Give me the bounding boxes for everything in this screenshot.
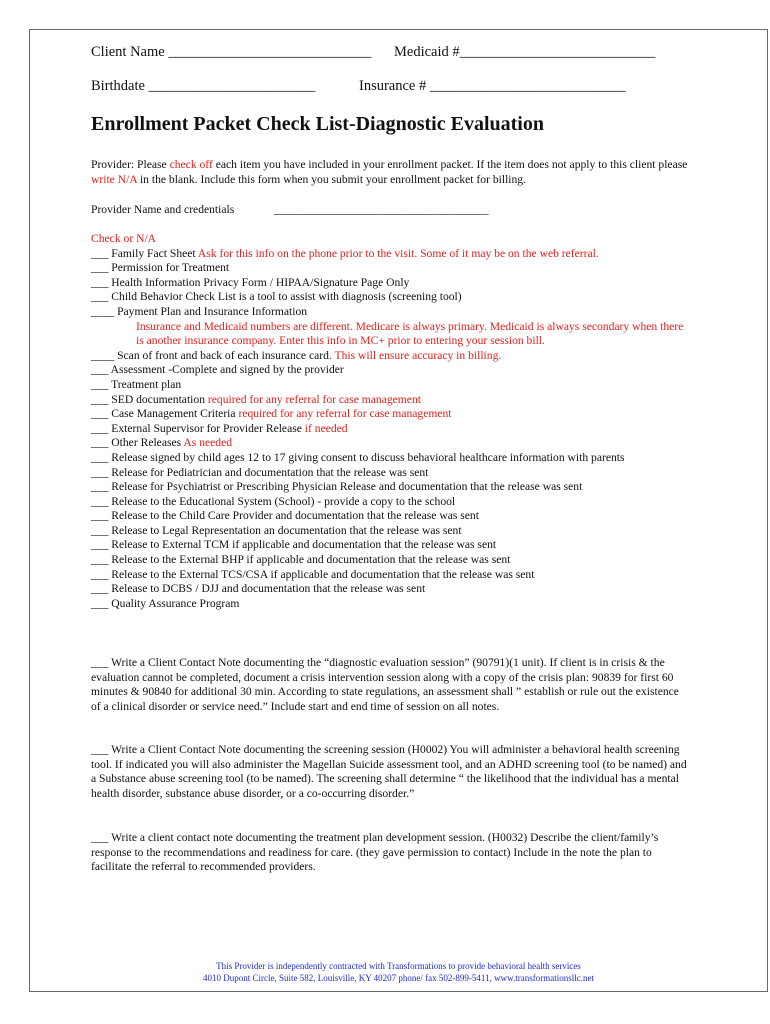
- checklist-item-text: ___ Quality Assurance Program: [91, 596, 240, 610]
- checklist-item-note: required for any referral for case management: [238, 407, 452, 421]
- checklist-item: [91, 524, 691, 539]
- provider-name-row: [91, 203, 731, 218]
- checklist-item-text: ___ Release signed by child ages 12 to 17 giving consent to discuss behavioral healthcare information with parents: [91, 450, 625, 464]
- checklist-item: [91, 378, 691, 393]
- note-paragraph-3: ___ Write a client contact note documenting the treatment plan development session. (H0032) Describe the client/family’s response to the recommendations and readiness for care. (they gave permission to contact) Include in the note the plan to facilitate the referral to recommended providers.: [91, 831, 659, 874]
- note-paragraph-1: ___ Write a Client Contact Note documenting the “diagnostic evaluation session” (90791)(1 unit). If client is in crisis & the evaluation cannot be completed, document a crisis intervention session along with a copy of the crisis plan: 90839 for first 60 minutes & 90840 for additional 30 min. According to state regulations, an assessment shall ” establish or rule out the existence of a clinical disorder or service need.” Include start and end time of session on all notes.: [91, 656, 679, 713]
- checklist-item-text: ___ Release for Psychiatrist or Prescribing Physician Release and documentation that the release was sent: [91, 480, 583, 494]
- checklist-item: [91, 305, 691, 320]
- checklist-item: [91, 451, 691, 466]
- footer-line-1: This Provider is independently contracted with Transformations to provide behavioral health services: [216, 961, 581, 971]
- checklist-item: [91, 509, 691, 524]
- checklist-item: [91, 393, 691, 408]
- checklist-item-note: As needed: [183, 436, 233, 450]
- intro-text-2: each item you have included in your enrollment packet. If the item does not apply to this client please: [212, 158, 688, 171]
- checklist-item-note: . This will ensure accuracy in billing.: [328, 348, 502, 362]
- checklist-item: [91, 538, 691, 553]
- checklist-item-text: ____ Scan of front and back of each insurance card: [91, 348, 329, 362]
- checklist-item: [91, 466, 691, 481]
- checklist-item: [91, 349, 691, 364]
- document-title: Enrollment Packet Check List-Diagnostic Evaluation: [91, 113, 544, 135]
- checklist-item: [91, 276, 691, 291]
- checklist-item: [91, 568, 691, 583]
- checklist-item-text: ___ Assessment -Complete and signed by the provider: [91, 363, 344, 377]
- intro-text-1: Provider: Please: [91, 158, 170, 171]
- checklist-item-text: ___ Release to External TCM if applicable and documentation that the release was sent: [91, 538, 497, 552]
- checklist-item-text: ___ Permission for Treatment: [91, 261, 230, 275]
- checklist-item-text: ___ Other Releases: [91, 436, 184, 450]
- intro-write-na: write N/A: [91, 172, 138, 186]
- checklist-item: [91, 261, 691, 276]
- checklist-item-note: required for any referral for case management: [207, 392, 421, 406]
- checklist-item-note: if needed: [304, 421, 348, 435]
- checklist-item: [91, 436, 691, 451]
- provider-name-blank: _____________________________________: [274, 203, 489, 216]
- checklist-item-text: ____ Payment Plan and Insurance Information: [91, 304, 308, 318]
- checklist-item: [91, 597, 691, 612]
- checklist-item: [91, 582, 691, 597]
- checklist-item-text: ___ Release for Pediatrician and documentation that the release was sent: [91, 465, 429, 479]
- footer: [29, 960, 768, 984]
- birthdate-field: Birthdate _______________________: [91, 78, 316, 94]
- checklist-item: [91, 290, 691, 305]
- checklist-item: [91, 363, 691, 378]
- checklist-item: [91, 247, 691, 262]
- intro-check-off: check off: [169, 158, 213, 171]
- checklist-item-text: ___ Release to the Educational System (School) - provide a copy to the school: [91, 494, 456, 508]
- checklist-item-text: ___ Treatment plan: [91, 377, 182, 391]
- note-paragraph-2: ___ Write a Client Contact Note documenting the screening session (H0002) You will administer a behavioral health screening tool. If indicated you will also administer the Magellan Suicide assessment tool, and an ADHD screening tool (to be named) and a Substance abuse screening tool (to be named). The screening shall determine “ the likelihood that the individual has a mental health disorder, substance abuse disorder, or a co-occurring disorder.”: [91, 743, 687, 800]
- checklist-item-text: ___ Release to DCBS / DJJ and documentation that the release was sent: [91, 582, 426, 596]
- payment-note: Insurance and Medicaid numbers are different. Medicare is always primary. Medicaid is always secondary when there is another insurance company. Enter this info in MC+ prior to entering your session bill.: [136, 319, 684, 348]
- checklist-item: [91, 480, 691, 495]
- check-heading: Check or N/A: [91, 232, 157, 245]
- footer-line-2: 4010 Dupont Circle, Suite 582, Louisville, KY 40207 phone/ fax 502-899-5411, www.transformationsllc.net: [203, 973, 594, 983]
- checklist-item-text: ___ Release to the External TCS/CSA if applicable and documentation that the release was sent: [91, 567, 535, 581]
- provider-name-label: Provider Name and credentials: [91, 203, 235, 216]
- intro-text-3: in the blank. Include this form when you submit your enrollment packet for billing.: [137, 172, 527, 186]
- checklist-item: [91, 407, 691, 422]
- checklist-item-text: ___ Release to Legal Representation an documentation that the release was sent: [91, 523, 462, 537]
- checklist-item-text: ___ Release to the External BHP if applicable and documentation that the release was sent: [91, 553, 511, 567]
- checklist-item-text: ___ Family Fact Sheet: [91, 246, 198, 260]
- medicaid-field: Medicaid #___________________________: [394, 44, 656, 60]
- checklist-item: [91, 495, 691, 510]
- checklist-item-text: ___ Child Behavior Check List is a tool to assist with diagnosis (screening tool): [91, 290, 462, 304]
- checklist-item: [91, 422, 691, 437]
- checklist: [91, 232, 691, 611]
- checklist-item-text: ___ Release to the Child Care Provider and documentation that the release was sent: [91, 509, 479, 523]
- insurance-field: Insurance # ___________________________: [359, 78, 626, 94]
- checklist-item-text: ___ Case Management Criteria: [91, 407, 239, 421]
- checklist-item-text: ___ Health Information Privacy Form / HIPAA/Signature Page Only: [91, 275, 410, 289]
- client-name-field: Client Name ____________________________: [91, 44, 372, 60]
- checklist-item-text: ___ External Supervisor for Provider Release: [91, 421, 305, 435]
- checklist-item: [91, 553, 691, 568]
- intro-paragraph: [91, 158, 691, 187]
- checklist-item-text: ___ SED documentation: [91, 392, 208, 406]
- checklist-item-note: Ask for this info on the phone prior to the visit. Some of it may be on the web referral.: [197, 246, 599, 260]
